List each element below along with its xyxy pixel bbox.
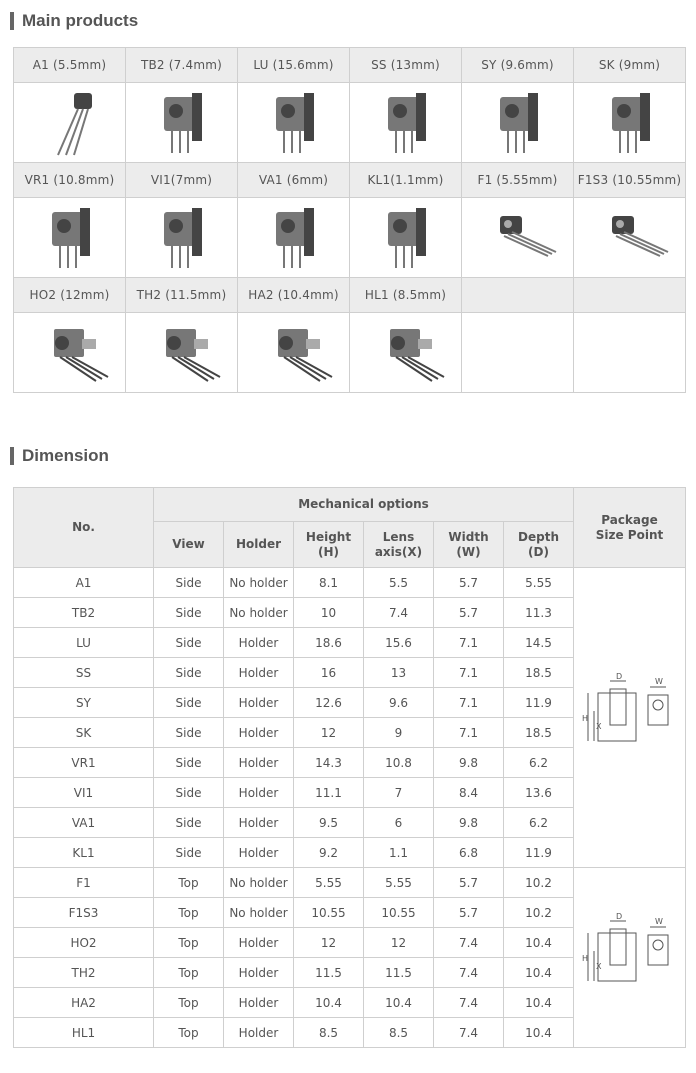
table-cell: F1 [14,868,154,898]
height-label: Height (H) [305,529,352,559]
product-image-cell [126,198,238,278]
table-cell: 9.6 [364,688,434,718]
table-cell: 6.2 [504,808,574,838]
ir-receiver-module-icon [472,202,564,274]
product-name: HA2 (10.4mm) [238,278,350,313]
product-image-cell [462,198,574,278]
product-name: VI1(7mm) [126,163,238,198]
diagram-label-h: H [581,714,588,723]
product-image-cell [238,198,350,278]
table-cell: 10.4 [504,958,574,988]
ir-receiver-module-icon [136,87,228,159]
top-package-cell [574,868,686,1048]
product-image-cell [126,83,238,163]
table-cell: 9 [364,718,434,748]
table-cell: VR1 [14,748,154,778]
dimension-title: Dimension [22,446,109,465]
table-cell: 9.8 [434,808,504,838]
col-header-package [574,488,686,568]
table-cell: Side [154,778,224,808]
table-cell: TB2 [14,598,154,628]
table-cell: 7.1 [434,628,504,658]
table-cell: 7.4 [434,958,504,988]
product-name: A1 (5.5mm) [14,48,126,83]
heading-bar [10,447,14,465]
table-cell: Side [154,808,224,838]
table-cell: Top [154,868,224,898]
table-cell: Top [154,958,224,988]
table-cell: Side [154,628,224,658]
table-cell: 5.7 [434,898,504,928]
table-cell: 6 [364,808,434,838]
table-cell: 10.2 [504,868,574,898]
top-package-diagram-icon [580,911,680,1001]
table-cell: SY [14,688,154,718]
product-name: SK (9mm) [574,48,686,83]
lens-label: Lens axis(X) [374,529,423,559]
table-cell: No holder [224,898,294,928]
table-cell: 10.4 [364,988,434,1018]
table-cell: 11.5 [364,958,434,988]
table-cell: A1 [14,568,154,598]
ir-receiver-module-icon [360,317,452,389]
table-cell: 12 [294,928,364,958]
table-cell: Holder [224,718,294,748]
product-name: TH2 (11.5mm) [126,278,238,313]
depth-label: Depth (D) [518,529,559,559]
table-cell: No holder [224,598,294,628]
table-cell: 18.5 [504,658,574,688]
table-cell: 14.3 [294,748,364,778]
table-cell: KL1 [14,838,154,868]
table-cell: 12 [364,928,434,958]
table-cell: SS [14,658,154,688]
diagram-label-h: H [581,954,588,963]
table-cell: Top [154,898,224,928]
ir-receiver-module-icon [248,87,340,159]
ir-receiver-module-icon [136,202,228,274]
product-name: SS (13mm) [350,48,462,83]
table-cell: SK [14,718,154,748]
table-cell: 8.5 [294,1018,364,1048]
product-name: HL1 (8.5mm) [350,278,462,313]
table-cell: 11.9 [504,838,574,868]
table-cell: 8.5 [364,1018,434,1048]
table-cell: 11.1 [294,778,364,808]
table-cell: Top [154,1018,224,1048]
product-image-cell [574,198,686,278]
product-image-cell [126,313,238,393]
table-cell: Holder [224,748,294,778]
width-label: Width (W) [448,529,489,559]
product-image-cell [238,313,350,393]
table-cell: 10.4 [504,928,574,958]
table-cell: Side [154,838,224,868]
table-cell: No holder [224,868,294,898]
col-header-depth [504,522,574,568]
product-name: F1S3 (10.55mm) [574,163,686,198]
ir-receiver-module-icon [584,87,676,159]
table-cell: 16 [294,658,364,688]
diagram-label-x: X [595,962,601,971]
table-cell: HL1 [14,1018,154,1048]
product-name [574,278,686,313]
table-cell: 14.5 [504,628,574,658]
table-cell: Top [154,988,224,1018]
diagram-label-x: X [595,722,601,731]
col-header-view: View [154,522,224,568]
product-image-cell [14,83,126,163]
ir-receiver-module-icon [248,202,340,274]
table-cell: 12.6 [294,688,364,718]
ir-receiver-module-icon [584,202,676,274]
table-cell: 6.8 [434,838,504,868]
ir-receiver-module-icon [248,317,340,389]
table-cell: Holder [224,1018,294,1048]
table-row [14,568,686,598]
table-cell: Holder [224,778,294,808]
col-header-height [294,522,364,568]
table-cell: 10.8 [364,748,434,778]
heading-bar [10,12,14,30]
table-cell: 7.1 [434,688,504,718]
product-image-cell [350,313,462,393]
table-cell: Side [154,718,224,748]
table-cell: Holder [224,988,294,1018]
table-cell: 1.1 [364,838,434,868]
table-cell: 10 [294,598,364,628]
ir-receiver-module-icon [360,87,452,159]
table-cell: 5.55 [364,868,434,898]
products-grid [13,47,686,393]
table-cell: 18.6 [294,628,364,658]
ir-receiver-module-icon [472,87,564,159]
table-cell: 10.55 [294,898,364,928]
table-cell: F1S3 [14,898,154,928]
table-cell: 5.7 [434,868,504,898]
table-cell: 6.2 [504,748,574,778]
table-cell: 7.4 [434,928,504,958]
table-cell: 5.55 [294,868,364,898]
table-cell: 8.4 [434,778,504,808]
table-cell: 10.4 [504,988,574,1018]
table-cell: Top [154,928,224,958]
side-package-cell [574,568,686,868]
table-cell: 5.5 [364,568,434,598]
product-image-cell [574,313,686,393]
table-cell: Holder [224,928,294,958]
table-cell: Holder [224,688,294,718]
table-cell: 9.5 [294,808,364,838]
diagram-label-d: D [615,672,622,681]
product-name: F1 (5.55mm) [462,163,574,198]
table-cell: Holder [224,838,294,868]
table-cell: 7.1 [434,658,504,688]
table-cell: 5.7 [434,598,504,628]
table-cell: 5.55 [504,568,574,598]
ir-receiver-module-icon [136,317,228,389]
product-name [462,278,574,313]
diagram-label-w: W [654,677,663,686]
table-cell: Holder [224,628,294,658]
table-cell: 7.1 [434,718,504,748]
table-cell: 11.3 [504,598,574,628]
product-image-cell [238,83,350,163]
table-cell: 11.9 [504,688,574,718]
table-cell: LU [14,628,154,658]
table-cell: 18.5 [504,718,574,748]
product-name: VR1 (10.8mm) [14,163,126,198]
ir-receiver-module-icon [360,202,452,274]
table-cell: 9.2 [294,838,364,868]
ir-receiver-module-icon [24,202,116,274]
table-cell: Holder [224,658,294,688]
table-cell: 9.8 [434,748,504,778]
ir-receiver-module-icon [24,87,116,159]
table-cell: 11.5 [294,958,364,988]
col-header-no: No. [14,488,154,568]
product-name: VA1 (6mm) [238,163,350,198]
product-image-cell [574,83,686,163]
table-cell: 8.1 [294,568,364,598]
product-name: HO2 (12mm) [14,278,126,313]
dimension-heading [10,445,109,467]
table-cell: Holder [224,808,294,838]
dimension-table [13,487,686,1048]
table-cell: TH2 [14,958,154,988]
package-label: Package Size Point [595,512,664,542]
table-cell: 12 [294,718,364,748]
product-image-cell [462,83,574,163]
table-cell: 7.4 [364,598,434,628]
col-header-holder: Holder [224,522,294,568]
table-cell: Side [154,658,224,688]
table-cell: 10.2 [504,898,574,928]
product-image-cell [462,313,574,393]
table-cell: Side [154,568,224,598]
diagram-label-d: D [615,912,622,921]
table-cell: Side [154,598,224,628]
table-cell: Side [154,688,224,718]
col-header-width [434,522,504,568]
product-image-cell [350,83,462,163]
table-row [14,868,686,898]
product-name: TB2 (7.4mm) [126,48,238,83]
product-image-cell [14,313,126,393]
side-package-diagram-icon [580,671,680,761]
table-cell: HO2 [14,928,154,958]
product-image-cell [350,198,462,278]
table-cell: 10.4 [294,988,364,1018]
table-cell: 7.4 [434,988,504,1018]
table-cell: 13.6 [504,778,574,808]
table-cell: 7 [364,778,434,808]
product-image-cell [14,198,126,278]
table-cell: No holder [224,568,294,598]
ir-receiver-module-icon [24,317,116,389]
col-header-lens [364,522,434,568]
table-cell: Holder [224,958,294,988]
table-cell: VA1 [14,808,154,838]
diagram-label-w: W [654,917,663,926]
col-header-mechanical: Mechanical options [154,488,574,522]
product-name: KL1(1.1mm) [350,163,462,198]
table-cell: HA2 [14,988,154,1018]
table-cell: 13 [364,658,434,688]
main-products-heading [10,10,138,32]
product-name: SY (9.6mm) [462,48,574,83]
table-cell: 5.7 [434,568,504,598]
table-cell: 10.4 [504,1018,574,1048]
table-cell: 10.55 [364,898,434,928]
table-cell: Side [154,748,224,778]
table-cell: VI1 [14,778,154,808]
main-products-title: Main products [22,11,139,30]
table-cell: 15.6 [364,628,434,658]
product-name: LU (15.6mm) [238,48,350,83]
table-cell: 7.4 [434,1018,504,1048]
